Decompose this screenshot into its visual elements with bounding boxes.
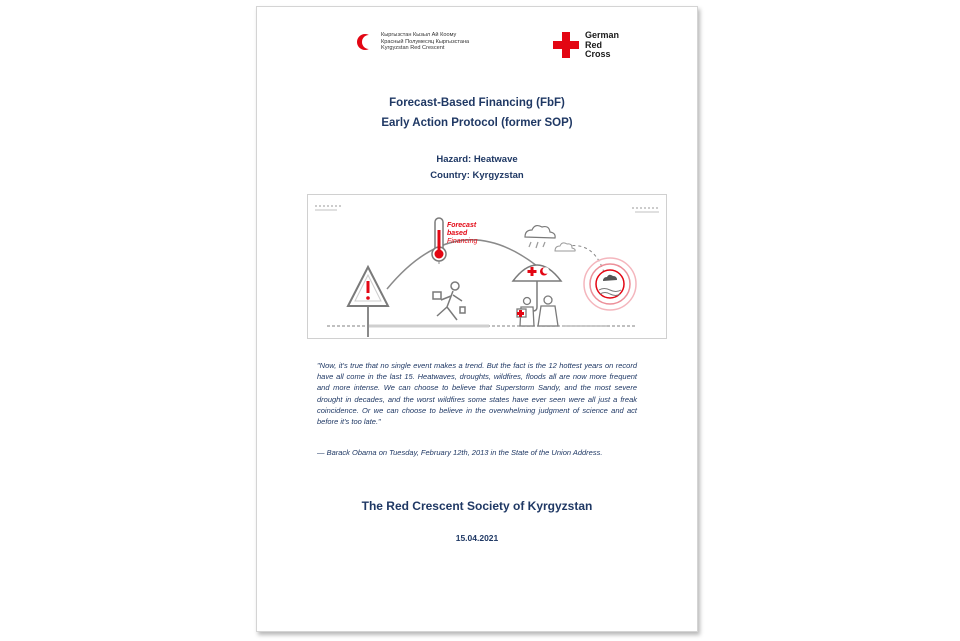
grc-line: German [585,30,620,40]
quote-text: "Now, it's true that no single event makes a trend. But the fact is the 12 hottest years on record have all come in the last 15. Heatwaves, droughts, wildfires, floods all are now more frequent and more intense. We can choose to believe that Superstorm Sandy, and the most severe drought in decades, and the worst wildfires some states have ever seen were all just a freak coincidence. Or we can choose to believe in the overwhelming judgment of science and act before it's too late." [317,361,637,427]
red-crescent-logo [357,32,469,52]
german-red-cross-logo [553,31,619,60]
fbf-illustration [307,194,667,339]
document-date: 15.04.2021 [455,533,499,543]
crescent-icon [357,34,373,50]
document-title-line2: Early Action Protocol (former SOP) [381,117,573,129]
grc-wordmark [585,31,619,60]
fbf-label-line: based [447,230,468,237]
rcs-names [381,32,469,52]
document-page [256,6,698,632]
grc-line: Cross [585,49,611,59]
country-label: Country: Kyrgyzstan [430,170,524,181]
rcs-name-kyrgyz: Кыргызстан Кызыл Ай Коому [381,32,457,38]
red-cross-icon [553,32,579,58]
organization-name: The Red Crescent Society of Kyrgyzstan [361,499,593,513]
red-cross-sign [517,312,524,315]
fbf-label-line: Financing [447,238,478,245]
illustration-frame [308,195,667,339]
rcs-name-russian: Красный Полумесяц Кыргызстана [381,38,470,45]
document-title-line1: Forecast-Based Financing (FbF) [389,97,565,109]
quote-attribution: — Barack Obama on Tuesday, February 12th, 2013 in the State of the Union Address. [317,448,603,457]
fbf-label-line: Forecast [447,222,477,229]
hazard-label: Hazard: Heatwave [436,154,518,165]
grc-line: Red [585,39,603,50]
rcs-name-english: Kyrgyzstan Red Crescent [381,45,445,51]
